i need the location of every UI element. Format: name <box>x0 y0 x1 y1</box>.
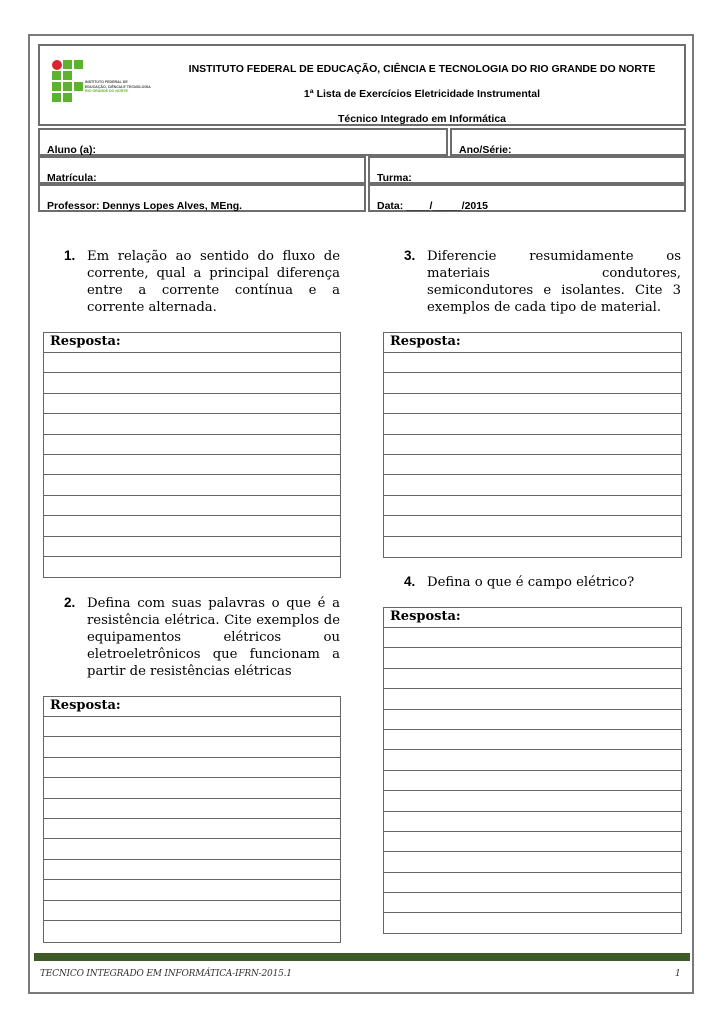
question-1-text: Em relação ao sentido do fluxo de corrente, qual a principal diferença entre a corrente contínua e a corrente alternada. <box>87 249 340 315</box>
question-2-number: 2. <box>64 595 76 610</box>
answer-label: Resposta: <box>384 333 681 353</box>
answer-box-2[interactable] <box>43 696 341 943</box>
question-2-text: Defina com suas palavras o que é a resistência elétrica. Cite exemplos de equipamentos elétricos ou eletroeletrônicos que funcionam a partir de resistências elétricas <box>87 596 340 679</box>
ano-serie-field[interactable]: Ano/Série: <box>450 128 686 156</box>
answer-box-4[interactable] <box>383 607 682 934</box>
page-number: 1 <box>675 969 681 979</box>
course-name: Técnico Integrado em Informática <box>337 113 507 125</box>
answer-box-1[interactable] <box>43 332 341 578</box>
question-3-number: 3. <box>404 248 416 263</box>
question-1-number: 1. <box>64 248 76 263</box>
question-3-text: Diferencie resumidamente os materiais condutores, semicondutores e isolantes. Cite 3 exemplos de cada tipo de material. <box>427 249 681 315</box>
list-title: 1ª Lista de Exercícios Eletricidade Instrumental <box>303 88 541 100</box>
matricula-field[interactable]: Matrícula: <box>38 156 366 184</box>
question-4-number: 4. <box>404 574 416 589</box>
logo-text: INSTITUTO FEDERAL DE EDUCAÇÃO, CIÊNCIA E TECNOLOGIA RIO GRANDE DO NORTE <box>85 80 151 93</box>
data-field[interactable]: Data: ____/_____/2015 <box>368 184 686 212</box>
question-4-text: Defina o que é campo elétrico? <box>427 575 635 590</box>
professor-field: Professor: Dennys Lopes Alves, MEng. <box>38 184 366 212</box>
header-title-box <box>38 44 686 126</box>
turma-field[interactable]: Turma: <box>368 156 686 184</box>
aluno-field[interactable]: Aluno (a): <box>38 128 448 156</box>
answer-label: Resposta: <box>44 697 340 717</box>
answer-box-3[interactable] <box>383 332 682 558</box>
institution-name: INSTITUTO FEDERAL DE EDUCAÇÃO, CIÊNCIA E TECNOLOGIA DO RIO GRANDE DO NORTE <box>188 63 656 75</box>
answer-label: Resposta: <box>44 333 340 353</box>
footer-text: TECNICO INTEGRADO EM INFORMÁTICA-IFRN-2015.1 <box>40 969 292 979</box>
footer-bar <box>34 953 690 961</box>
answer-label: Resposta: <box>384 608 681 628</box>
